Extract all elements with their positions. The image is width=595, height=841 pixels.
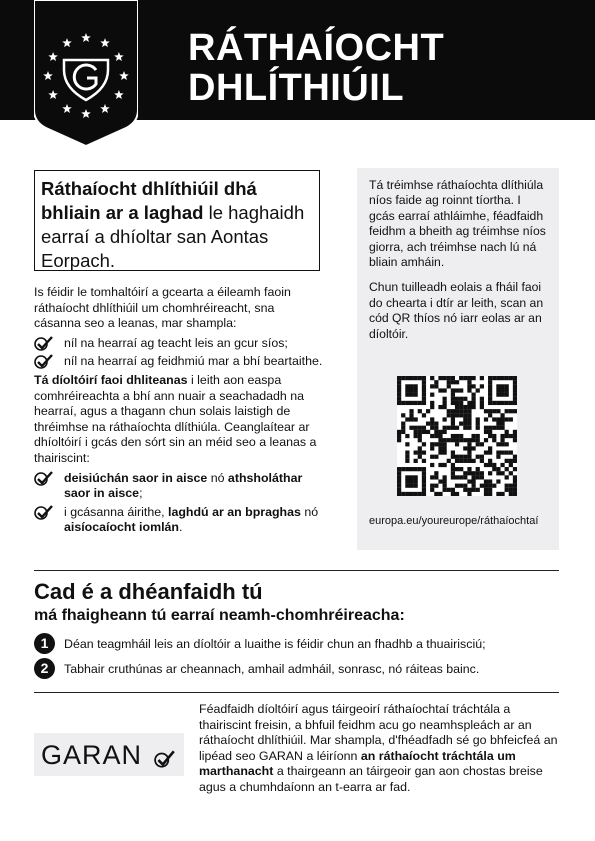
price-reduction-bold: laghdú ar an bpraghas — [168, 504, 301, 519]
action-title: Cad é a dhéanfaidh tú — [34, 579, 263, 604]
garan-logo-text: GARAN — [41, 740, 143, 770]
page-title — [188, 28, 444, 108]
intro-bold: Ráthaíocht dhlíthiúil dhá bhliain ar a laghad — [41, 178, 257, 223]
liability-bold: Tá díoltóirí faoi dhliteanas — [34, 372, 188, 387]
check-icon — [34, 354, 54, 370]
eu-stars-shield-g-icon — [34, 0, 138, 150]
check-icon — [34, 471, 54, 487]
list-item-text — [64, 505, 318, 535]
check-list-1 — [34, 336, 324, 370]
intro-rest: le haghaidh earraí a dhíoltar san Aontas Eorpach. — [41, 202, 305, 271]
step-number-badge: 1 — [34, 633, 55, 654]
commercial-guarantee-text — [199, 702, 561, 796]
garan-logo — [34, 733, 184, 776]
conj: nó — [300, 504, 319, 519]
list-item-text: níl na hearraí ag feidhmiú mar a bhí beartaithe. — [64, 354, 323, 369]
check-icon — [154, 750, 176, 768]
action-subtitle: má fhaigheann tú earraí neamh-chomhréireacha: — [34, 607, 405, 624]
text-bold: an ráthaíocht tráchtála um marthanacht — [199, 748, 516, 779]
qr-code-icon[interactable] — [397, 376, 517, 496]
list-item-text — [64, 471, 302, 501]
repair-bold: deisiúchán saor in aisce — [64, 470, 208, 485]
section-divider — [34, 570, 559, 571]
step-2 — [34, 661, 479, 677]
text-pre: Féadfaidh díoltóirí agus táirgeoirí ráthaíochtaí tráchtála a thairiscint freisin, a bhfuil feidhm acu go neamhspleách ar an ráthaíocht dhlíthiúil. Mar shampla, d'fhéadfadh sé go bhfeicfeá an lipéad seo GARAN a léiríonn — [199, 702, 558, 763]
left-para-1: Is féidir le tomhaltóirí a gcearta a éileamh faoin ráthaíocht dhlíthiúil um chomhréireacht, sna cásanna seo a leanas, mar shampla: — [34, 285, 291, 331]
refund-bold: aisíocaíocht iomlán — [64, 520, 179, 535]
step-1 — [34, 636, 486, 652]
step-text: Tabhair cruthúnas ar cheannach, amhail admháil, sonrasc, nó ráiteas bainc. — [64, 662, 480, 676]
punct: ; — [139, 486, 143, 501]
step-number-badge: 2 — [34, 658, 55, 679]
list-item-text: níl na hearraí ag teacht leis an gcur síos; — [64, 335, 288, 350]
text-post: a thairgeann an táirgeoir gan aon chostas breise agus a chumhdaíonn an t-earra ar fad. — [199, 764, 543, 794]
side-para-1: Tá tréimhse ráthaíochta dlíthiúla níos faide ag roinnt tíortha. I gcás earraí athláimhe, féadfaidh feidhm a bheith ag tréimhse níos giorra, ach tréimhse nach lú ná bliain amháin. — [369, 178, 546, 270]
title-line-2: DHLÍTHIÚIL — [188, 67, 405, 109]
info-url-link[interactable]: europa.eu/youreurope/ráthaíochtaí — [369, 515, 539, 527]
replacement-bold: athsholáthar saor in aisce — [64, 470, 303, 501]
left-para-2-rest: i leith aon easpa comhréireachta a bhí ann nuair a seachadadh na hearraí, agus a thagann chun solais laistigh de thréimhse na ráthaíochta dlíthiúla. Ceanglaítear ar dhíoltóirí i gcás den sórt sin an méid seo a leanas a thairiscint: — [34, 372, 317, 465]
check-icon — [34, 336, 54, 352]
left-column — [34, 285, 324, 539]
side-para-2: Chun tuilleadh eolais a fháil faoi do chearta i dtír ar leith, scan an cód QR thíos nó iarr eolas ar an díoltóir. — [369, 280, 544, 341]
check-icon — [34, 505, 54, 521]
step-text: Déan teagmháil leis an díoltóir a luaithe is féidir chun an fhadhb a thuairisciú; — [64, 637, 486, 651]
list-item — [34, 505, 324, 536]
punct: . — [179, 520, 183, 535]
info-side-panel — [357, 168, 559, 550]
section-divider — [34, 692, 559, 693]
intro-box — [34, 170, 320, 271]
list-item — [34, 471, 324, 502]
header-bar — [0, 0, 595, 120]
title-line-1: RÁTHAÍOCHT — [188, 27, 445, 69]
list-item — [34, 336, 324, 352]
pre: i gcásanna áirithe, — [64, 504, 169, 519]
left-para-2 — [34, 373, 324, 467]
list-item — [34, 354, 324, 370]
conj: nó — [207, 470, 228, 485]
check-list-2 — [34, 471, 324, 536]
